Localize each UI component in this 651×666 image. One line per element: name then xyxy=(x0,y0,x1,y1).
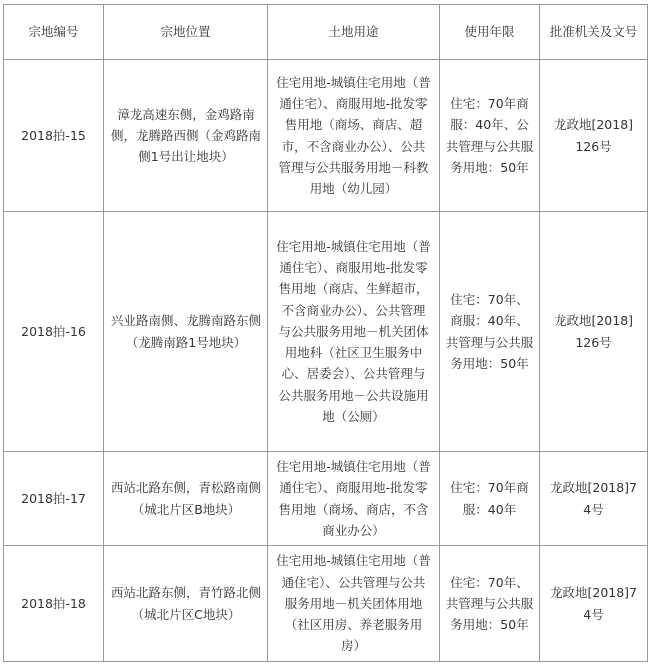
header-usage-term: 使用年限 xyxy=(440,5,540,60)
cell-usage: 住宅用地-城镇住宅用地（普通住宅）、商服用地-批发零售用地（商场、商店，不含商业办公） xyxy=(268,452,440,546)
cell-usage: 住宅用地-城镇住宅用地（普通住宅）、公共管理与公共服务用地－机关团体用地（社区用房、养老服务用房） xyxy=(268,546,440,662)
table-row xyxy=(4,60,648,212)
cell-parcel-id: 2018拍-18 xyxy=(4,546,104,662)
table-row xyxy=(4,212,648,452)
cell-approval: 龙政地[2018]74号 xyxy=(540,452,648,546)
header-parcel-id: 宗地编号 xyxy=(4,5,104,60)
cell-parcel-id: 2018拍-17 xyxy=(4,452,104,546)
cell-location: 西站北路东侧，青松路南侧（城北片区B地块） xyxy=(104,452,268,546)
land-parcel-table xyxy=(3,4,648,662)
cell-usage: 住宅用地-城镇住宅用地（普通住宅）、商服用地-批发零售用地（商场、商店、超市，不含商业办公）、公共管理与公共服务用地－科教用地（幼儿园） xyxy=(268,60,440,212)
table-header-row xyxy=(4,5,648,60)
cell-term: 住宅：70年、共管理与公共服务用地：50年 xyxy=(440,546,540,662)
cell-term: 住宅：70年商服：40年 xyxy=(440,452,540,546)
cell-approval: 龙政地[2018]74号 xyxy=(540,546,648,662)
header-approval: 批准机关及文号 xyxy=(540,5,648,60)
cell-term: 住宅：70年、商服：40年、共管理与公共服务用地：50年 xyxy=(440,212,540,452)
table-row xyxy=(4,452,648,546)
cell-parcel-id: 2018拍-15 xyxy=(4,60,104,212)
cell-usage: 住宅用地-城镇住宅用地（普通住宅）、商服用地-批发零售用地（商店、生鲜超市，不含商业办公）、公共管理与公共服务用地－机关团体用地科（社区卫生服务中心、居委会）、公共管理与公共服务用地－公共设施用地（公厕） xyxy=(268,212,440,452)
header-parcel-location: 宗地位置 xyxy=(104,5,268,60)
table-row xyxy=(4,546,648,662)
cell-term: 住宅：70年商服：40年、公共管理与公共服务用地：50年 xyxy=(440,60,540,212)
header-land-usage: 土地用途 xyxy=(268,5,440,60)
cell-parcel-id: 2018拍-16 xyxy=(4,212,104,452)
cell-approval: 龙政地[2018] 126号 xyxy=(540,212,648,452)
cell-location: 西站北路东侧，青竹路北侧（城北片区C地块） xyxy=(104,546,268,662)
cell-location: 兴业路南侧、龙腾南路东侧（龙腾南路1号地块） xyxy=(104,212,268,452)
cell-approval: 龙政地[2018] 126号 xyxy=(540,60,648,212)
cell-location: 漳龙高速东侧，金鸡路南侧，龙腾路西侧（金鸡路南侧1号出让地块） xyxy=(104,60,268,212)
